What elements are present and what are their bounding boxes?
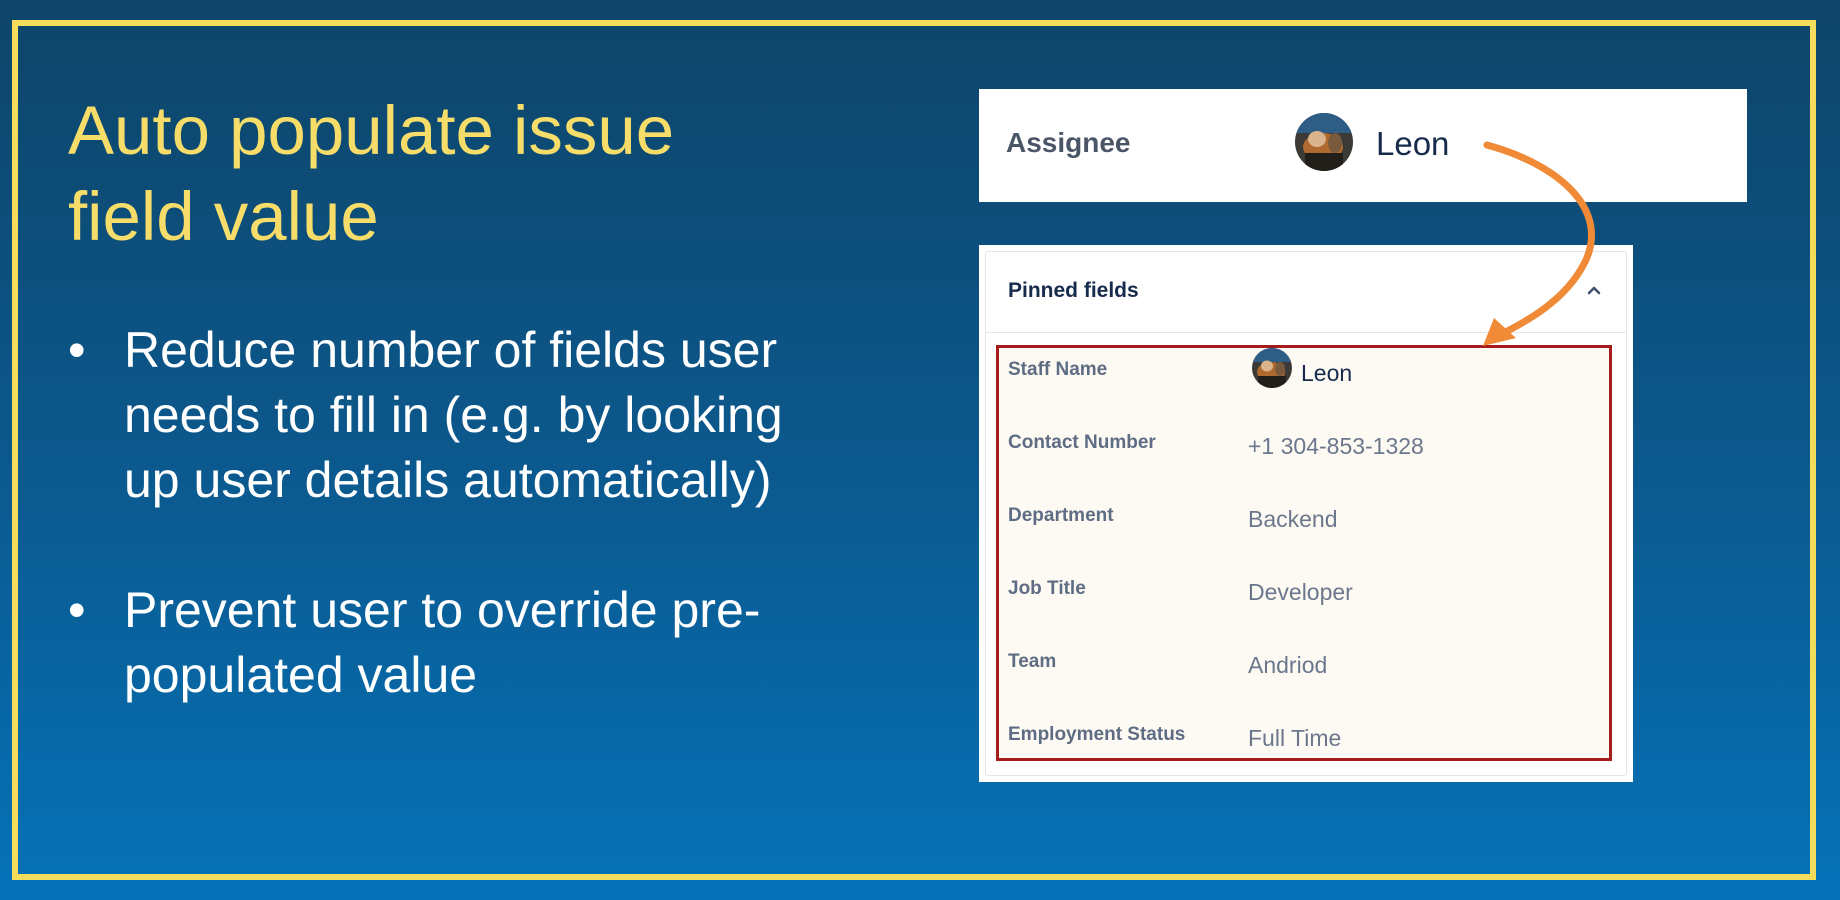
field-row-job-title — [999, 567, 1609, 640]
bullet-text: Prevent user to override pre-populated value — [124, 582, 761, 703]
field-row-contact-number — [999, 421, 1609, 494]
field-label: Employment Status — [1008, 724, 1186, 745]
field-value: Developer — [1248, 579, 1353, 605]
bullet-item — [68, 318, 788, 513]
field-value: Full Time — [1248, 725, 1342, 751]
assignee-label: Assignee — [1006, 127, 1131, 158]
slide-title: Auto populate issue field value — [68, 92, 675, 255]
field-row-staff-name — [999, 348, 1609, 421]
field-label: Job Title — [1008, 578, 1086, 599]
field-value: Backend — [1248, 506, 1338, 532]
field-value: Andriod — [1248, 652, 1328, 678]
user-avatar-icon — [1252, 348, 1292, 388]
chevron-up-icon[interactable] — [1584, 280, 1604, 300]
pinned-fields-panel — [979, 245, 1633, 782]
field-row-employment-status — [999, 713, 1609, 786]
field-label: Staff Name — [1008, 359, 1108, 380]
bullet-item — [68, 578, 788, 708]
field-value: Leon — [1301, 360, 1353, 386]
field-value: +1 304-853-1328 — [1248, 433, 1424, 459]
field-label: Contact Number — [1008, 432, 1156, 453]
pinned-fields-title: Pinned fields — [1008, 279, 1139, 302]
bullet-icon: • — [68, 322, 86, 378]
assignee-name: Leon — [1376, 125, 1450, 162]
field-row-team — [999, 640, 1609, 713]
bullet-icon: • — [68, 582, 86, 638]
field-row-department — [999, 494, 1609, 567]
field-label: Department — [1008, 505, 1114, 526]
bullet-text: Reduce number of fields user needs to fill in (e.g. by looking up user details automatically) — [124, 322, 783, 508]
bullet-list — [68, 318, 788, 773]
assignee-field[interactable] — [979, 89, 1747, 202]
field-label: Team — [1008, 651, 1057, 672]
user-avatar-icon[interactable] — [1295, 113, 1353, 171]
populated-fields-highlight — [996, 345, 1612, 761]
pinned-fields-header[interactable] — [986, 252, 1626, 333]
